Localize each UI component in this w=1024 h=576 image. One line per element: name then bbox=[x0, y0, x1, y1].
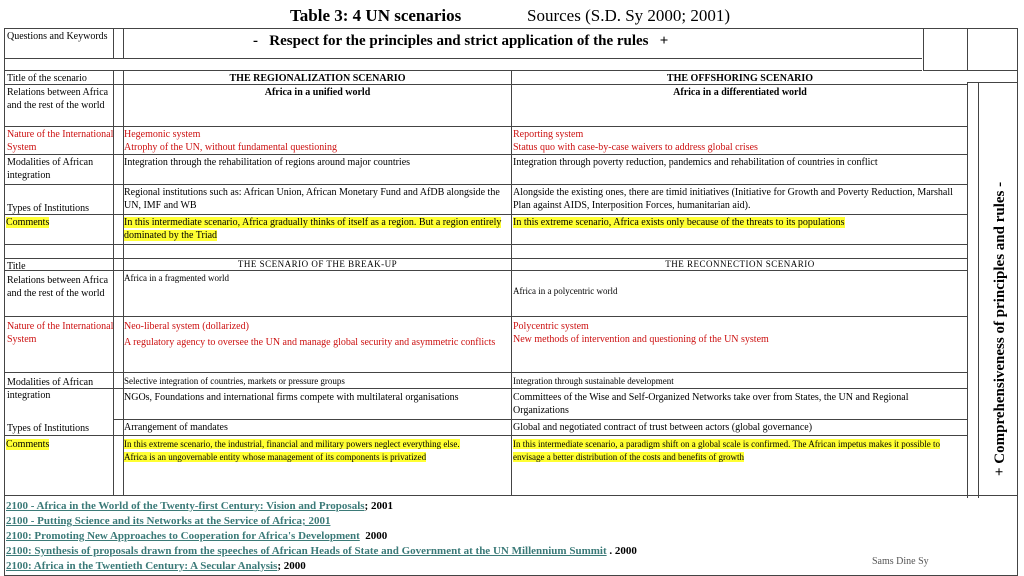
institutions-regionalization: Regional institutions such as: African Union, African Monetary Fund and AfDB alongside the UN, IMF and WB bbox=[124, 187, 500, 211]
relations-offshoring: Africa in a differentiated world bbox=[673, 87, 807, 98]
top-banner: - Respect for the principles and strict application of the rules + bbox=[253, 33, 669, 49]
modalities-offshoring: Integration through poverty reduction, pandemics and rehabilitation of countries in conflict bbox=[513, 157, 878, 168]
source-item bbox=[6, 529, 637, 544]
source-item bbox=[6, 499, 637, 514]
table-sources: Sources (S.D. Sy 2000; 2001) bbox=[527, 6, 731, 25]
source-item bbox=[6, 514, 637, 529]
comments-reconnection-text: In this intermediate scenario, a paradigm shift on a global scale is confirmed. The African impetus makes it possible to envisage a better distribution of the costs and benefits of growth bbox=[513, 439, 940, 462]
label-comments-2-text: Comments bbox=[6, 439, 50, 450]
label-modalities-2: Modalities of African integration bbox=[7, 377, 94, 401]
label-nature: Nature of the International System bbox=[7, 129, 114, 153]
nature-offshoring-2: Status quo with case-by-case waivers to address global crises bbox=[513, 142, 758, 153]
divider bbox=[4, 58, 922, 59]
divider bbox=[967, 82, 968, 498]
source-item bbox=[6, 559, 637, 574]
nature-regionalization-1: Hegemonic system bbox=[124, 129, 201, 140]
label-institutions: Types of Institutions bbox=[7, 203, 90, 214]
comments-breakup bbox=[124, 438, 484, 464]
divider bbox=[4, 435, 967, 436]
divider bbox=[4, 184, 967, 185]
nature-breakup-2: A regulatory agency to oversee the UN and manage global security and asymmetric conflicts bbox=[124, 337, 496, 348]
comments-offshoring-text: In this extreme scenario, Africa exists only because of the threats to its populations bbox=[513, 217, 845, 228]
scenario-title-reconnection: THE RECONNECTION SCENARIO bbox=[665, 259, 815, 269]
comments-regionalization-text: In this intermediate scenario, Africa gradually thinks of itself as a region. But a region entirely dominated by the Triad bbox=[124, 217, 502, 241]
divider bbox=[967, 28, 968, 70]
institutions-reconnection-1: Committees of the Wise and Self-Organized Networks take over from States, the UN and Regional Organizations bbox=[513, 392, 909, 416]
relations-breakup: Africa in a fragmented world bbox=[124, 273, 229, 283]
divider bbox=[978, 82, 979, 498]
nature-regionalization-2: Atrophy of the UN, without fundamental questioning bbox=[124, 142, 338, 153]
label-nature-2: Nature of the International System bbox=[7, 321, 114, 345]
source-link[interactable]: 2100: Africa in the Twentieth Century: A Secular Analysis bbox=[6, 560, 278, 572]
divider bbox=[4, 214, 967, 215]
divider bbox=[511, 70, 512, 496]
label-relations: Relations between Africa and the rest of the world bbox=[7, 87, 109, 111]
scenario-title-offshoring: THE OFFSHORING SCENARIO bbox=[666, 73, 814, 84]
divider bbox=[4, 244, 967, 245]
divider bbox=[923, 28, 924, 70]
source-link[interactable]: 2100: Promoting New Approaches to Cooperation for Africa's Development bbox=[6, 530, 360, 542]
comments-offshoring bbox=[513, 216, 967, 229]
nature-offshoring-1: Reporting system bbox=[513, 129, 584, 140]
scenario-title-breakup: THE SCENARIO OF THE BREAK-UP bbox=[237, 259, 398, 269]
side-banner: + Comprehensiveness of principles and rules - bbox=[992, 181, 1008, 476]
source-link[interactable]: 2100 - Africa in the World of the Twenty-first Century: Vision and Proposals bbox=[6, 500, 365, 512]
institutions-reconnection-2: Global and negotiated contract of trust between actors (global governance) bbox=[513, 422, 813, 433]
label-comments-text: Comments bbox=[6, 217, 50, 228]
divider bbox=[123, 28, 124, 58]
divider bbox=[4, 372, 967, 373]
source-suffix: . 2000 bbox=[606, 545, 637, 557]
comments-reconnection bbox=[513, 438, 965, 464]
label-comments bbox=[6, 216, 49, 229]
modalities-reconnection: Integration through sustainable development bbox=[513, 376, 674, 386]
label-institutions-2: Types of Institutions bbox=[7, 423, 90, 434]
divider bbox=[923, 70, 1018, 71]
label-scenario-title: Title of the scenario bbox=[7, 73, 87, 84]
modalities-breakup: Selective integration of countries, markets or pressure groups bbox=[124, 376, 345, 386]
label-modalities: Modalities of African integration bbox=[7, 157, 94, 181]
nature-breakup-1: Neo-liberal system (dollarized) bbox=[124, 321, 249, 332]
divider bbox=[4, 154, 967, 155]
divider bbox=[967, 82, 1018, 83]
divider bbox=[4, 388, 967, 389]
keywords-label: Questions and Keywords bbox=[7, 31, 108, 42]
nature-reconnection-2: New methods of intervention and questioning of the UN system bbox=[513, 334, 769, 345]
nature-reconnection-1: Polycentric system bbox=[513, 321, 589, 332]
source-suffix: 2000 bbox=[359, 530, 388, 542]
source-link[interactable]: 2100 - Putting Science and its Networks at the Service of Africa; 2001 bbox=[6, 515, 331, 527]
source-suffix: ; 2000 bbox=[277, 560, 306, 572]
institutions-breakup-1: NGOs, Foundations and international firms compete with multilateral organisations bbox=[124, 392, 459, 403]
label-comments-2 bbox=[6, 438, 49, 451]
relations-reconnection: Africa in a polycentric world bbox=[513, 286, 618, 296]
source-link[interactable]: 2100: Synthesis of proposals drawn from the speeches of African Heads of State and Government at the UN Millennium Summit bbox=[6, 545, 607, 557]
label-title: Title bbox=[7, 261, 26, 272]
institutions-offshoring: Alongside the existing ones, there are timid initiatives (Initiative for Growth and Poverty Reduction, Marshall Plan against AIDS, Interposition Forces, humanitarian aid). bbox=[513, 187, 953, 211]
source-suffix: ; 2001 bbox=[364, 500, 393, 512]
comments-breakup-text: In this extreme scenario, the industrial, financial and military powers neglect everything else. Africa is an ungovernable entity whose management of its components is privatized bbox=[124, 439, 460, 462]
scenario-title-regionalization: THE REGIONALIZATION SCENARIO bbox=[229, 73, 406, 84]
label-relations-2: Relations between Africa and the rest of the world bbox=[7, 275, 109, 299]
divider bbox=[4, 70, 922, 71]
divider bbox=[114, 419, 967, 420]
divider bbox=[4, 270, 967, 271]
divider bbox=[4, 126, 967, 127]
institutions-breakup-2: Arrangement of mandates bbox=[124, 422, 228, 433]
table-title: Table 3: 4 UN scenarios bbox=[290, 6, 462, 25]
comments-regionalization bbox=[124, 216, 511, 242]
modalities-regionalization: Integration through the rehabilitation of regions around major countries bbox=[124, 157, 411, 168]
author-credit: Sams Dine Sy bbox=[872, 556, 929, 567]
divider bbox=[113, 28, 114, 58]
sources-list bbox=[6, 499, 637, 574]
divider bbox=[4, 316, 967, 317]
source-item bbox=[6, 544, 637, 559]
relations-regionalization: Africa in a unified world bbox=[264, 87, 371, 98]
